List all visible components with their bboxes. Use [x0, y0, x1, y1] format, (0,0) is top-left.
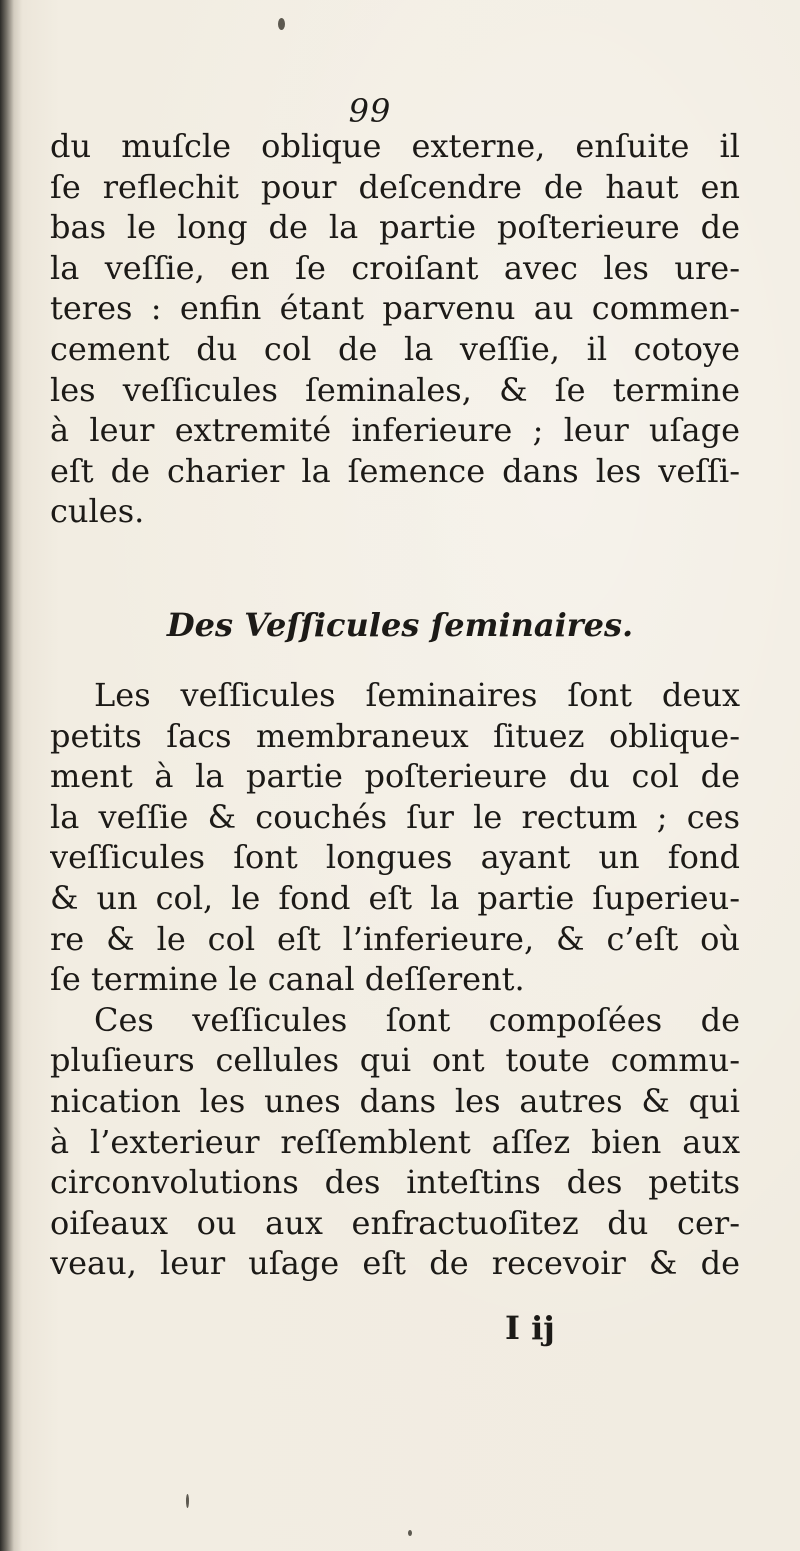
text-line: oiſeaux ou aux enfractuoſitez du cer- — [50, 1203, 740, 1242]
text-line: teres : enfin étant parvenu au commen- — [50, 289, 740, 328]
text-line: veſſicules ſont longues ayant un fond — [50, 838, 740, 877]
text-line: la veſſie & couchés ſur le rectum ; ces — [50, 797, 740, 836]
text-line: pluſieurs cellules qui ont toute commu- — [50, 1041, 740, 1080]
text-line: ſe termine le canal deſſerent. — [50, 960, 525, 999]
text-line: ment à la partie poſterieure du col de — [50, 757, 740, 796]
text-line: circonvolutions des inteſtins des petits — [50, 1163, 740, 1202]
page-number: 99 — [348, 92, 392, 130]
text-line: veau, leur uſage eſt de recevoir & de — [50, 1244, 740, 1283]
signature-mark: I ij — [505, 1309, 555, 1347]
text-line: ſe reflechit pour deſcendre de haut en — [50, 167, 740, 206]
text-line: cules. — [50, 492, 145, 531]
paper-speck — [408, 1530, 412, 1536]
text-line: petits ſacs membraneux ſituez oblique- — [50, 716, 740, 755]
text-line: re & le col eſt l’inferieure, & c’eſt où — [50, 919, 740, 958]
binding-shadow — [0, 0, 22, 1551]
paper-speck — [278, 18, 285, 30]
text-line: Les veſſicules ſeminaires ſont deux — [94, 676, 740, 714]
text-line: les veſſicules ſeminales, & ſe termine — [50, 370, 740, 409]
text-line: à l’exterieur reſſemblent aſſez bien aux — [50, 1122, 740, 1161]
paragraph-1 — [50, 126, 740, 532]
text-line: à leur extremité inferieure ; leur uſage — [50, 411, 740, 450]
text-line: du muſcle oblique externe, enſuite il — [50, 127, 740, 165]
text-line: bas le long de la partie poſterieure de — [50, 208, 740, 247]
text-line: la veſſie, en ſe croiſant avec les ure- — [50, 248, 740, 287]
paper-speck — [186, 1494, 189, 1508]
text-line: Ces veſſicules ſont compoſées de — [94, 1000, 740, 1039]
text-line: cement du col de la veſſie, il cotoye — [50, 329, 740, 368]
section-heading: Des Veſſicules ſeminaires. — [166, 606, 634, 644]
text-line: eſt de charier la ſemence dans les veſſi- — [50, 451, 740, 490]
text-line: nication les unes dans les autres & qui — [50, 1081, 740, 1120]
paragraph-2 — [50, 675, 740, 1284]
text-line: & un col, le fond eſt la partie ſuperieu- — [50, 878, 740, 917]
